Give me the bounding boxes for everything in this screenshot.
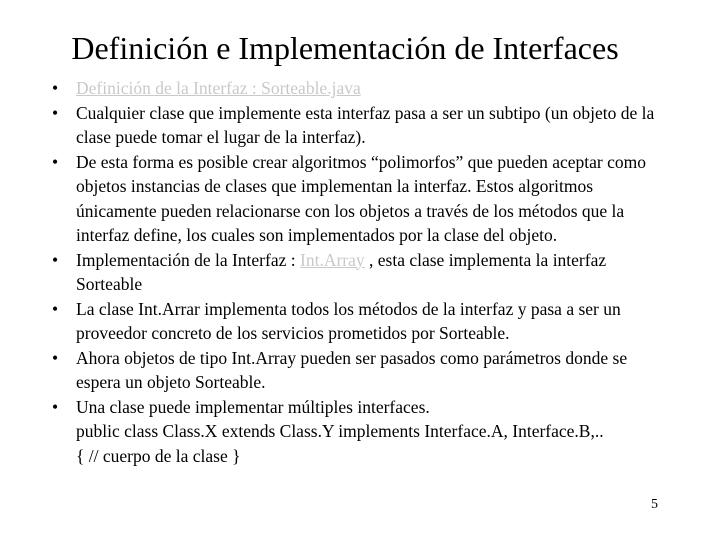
- bullet-text: De esta forma es posible crear algoritmos “polimorfos” que pueden aceptar como objetos instancias de clases que implementan la interfaz. Estos algoritmos únicamente pueden relacionarse con los objetos a través de los métodos que la interfaz define, los cuales son implementados por la clase del objeto.: [76, 151, 646, 245]
- code-line-class-body: { // cuerpo de la clase }: [76, 445, 241, 466]
- bullet-symbol: •: [52, 151, 59, 172]
- bullet-symbol: •: [52, 298, 59, 319]
- bullet-symbol: •: [52, 249, 59, 270]
- bullet-symbol: •: [52, 78, 59, 98]
- bullet-item-parametros: [52, 346, 672, 395]
- code-line-class-declaration: public class Class.X extends Class.Y implements Interface.A, Interface.B,..: [76, 421, 604, 441]
- bullet-symbol: •: [52, 347, 59, 368]
- bullet-text: Una clase puede implementar múltiples interfaces.: [76, 396, 430, 417]
- bullet-item-multiples-interfaces: [52, 395, 672, 469]
- slide-title: Definición e Implementación de Interfaces: [71, 30, 619, 66]
- bullet-item-implementacion: [52, 248, 672, 297]
- page-number: 5: [651, 497, 658, 512]
- bullet-item-polimorfos: [52, 150, 672, 248]
- bullet-text: Cualquier clase que implemente esta interfaz pasa a ser un subtipo (un objeto de la clase puede tomar el lugar de la interfaz).: [76, 102, 655, 147]
- bullet-text: La clase Int.Arrar implementa todos los métodos de la interfaz y pasa a ser un proveedor concreto de los servicios prometidos por Sorteable.: [76, 298, 621, 343]
- int-array-link[interactable]: Int.Array: [300, 249, 365, 270]
- bullet-text-after: , esta clase implementa la interfaz Sorteable: [76, 249, 607, 294]
- bullet-text: Ahora objetos de tipo Int.Array pueden ser pasados como parámetros donde se espera un objeto Sorteable.: [76, 347, 628, 392]
- bullet-list: [52, 76, 672, 468]
- bullet-symbol: •: [52, 396, 59, 417]
- sorteable-java-link[interactable]: Definición de la Interfaz : Sorteable.java: [76, 78, 361, 98]
- bullet-item-subtipo: [52, 101, 672, 150]
- bullet-text-before: Implementación de la Interfaz :: [76, 249, 300, 270]
- bullet-item-definicion: [52, 76, 672, 101]
- bullet-symbol: •: [52, 102, 59, 123]
- bullet-item-int-arrar: [52, 297, 672, 346]
